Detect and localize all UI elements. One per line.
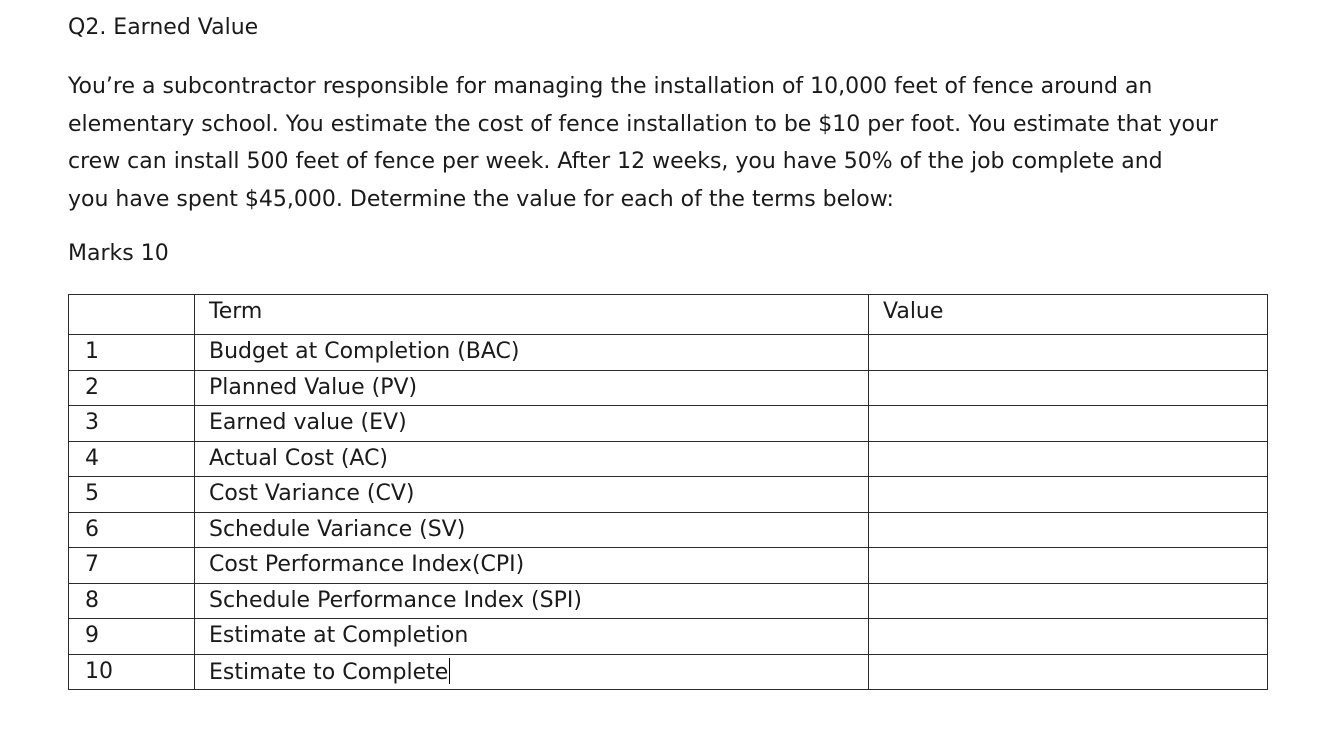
row-number-cell[interactable]: 2 — [69, 370, 195, 406]
table-row — [69, 619, 1268, 655]
row-term-cell[interactable]: Schedule Performance Index (SPI) — [195, 583, 869, 619]
row-number-cell[interactable]: 10 — [69, 654, 195, 690]
header-number-cell[interactable] — [69, 295, 195, 335]
row-term-cell[interactable]: Actual Cost (AC) — [195, 441, 869, 477]
table-row — [69, 583, 1268, 619]
table-row — [69, 335, 1268, 371]
header-value-cell[interactable]: Value — [869, 295, 1268, 335]
row-term-cell[interactable]: Cost Performance Index(CPI) — [195, 548, 869, 584]
paragraph-line: elementary school. You estimate the cost of fence installation to be $10 per foot. You estimate that your — [68, 111, 1218, 137]
paragraph-line: You’re a subcontractor responsible for managing the installation of 10,000 feet of fence around an — [68, 74, 1153, 99]
table-row — [69, 370, 1268, 406]
row-value-cell[interactable] — [869, 370, 1268, 406]
row-number-cell[interactable]: 9 — [69, 619, 195, 655]
table-row — [69, 512, 1268, 548]
row-term-cell[interactable]: Planned Value (PV) — [195, 370, 869, 406]
row-number-cell[interactable]: 5 — [69, 477, 195, 513]
row-number-cell[interactable]: 8 — [69, 583, 195, 619]
row-number-cell[interactable]: 3 — [69, 406, 195, 442]
row-value-cell[interactable] — [869, 654, 1268, 690]
row-value-cell[interactable] — [869, 619, 1268, 655]
terms-table — [68, 294, 1268, 690]
table-row — [69, 477, 1268, 513]
row-term-cell[interactable]: Cost Variance (CV) — [195, 477, 869, 513]
row-value-cell[interactable] — [869, 583, 1268, 619]
table-row — [69, 548, 1268, 584]
row-value-cell[interactable] — [869, 441, 1268, 477]
row-term-cell[interactable]: Earned value (EV) — [195, 406, 869, 442]
question-title: Q2. Earned Value — [68, 15, 259, 40]
paragraph-line: crew can install 500 feet of fence per week. After 12 weeks, you have 50% of the job complete and — [68, 149, 1163, 174]
row-value-cell[interactable] — [869, 548, 1268, 584]
row-term-text: Estimate to Complete — [209, 659, 449, 685]
question-paragraph — [68, 68, 1278, 218]
table-row — [69, 406, 1268, 442]
table-row — [69, 441, 1268, 477]
text-cursor — [449, 658, 450, 684]
row-number-cell[interactable]: 6 — [69, 512, 195, 548]
row-term-cell[interactable]: Estimate at Completion — [195, 619, 869, 655]
row-value-cell[interactable] — [869, 406, 1268, 442]
row-term-cell[interactable] — [195, 654, 869, 690]
table-row — [69, 654, 1268, 690]
marks-label: Marks 10 — [68, 241, 169, 266]
row-number-cell[interactable]: 7 — [69, 548, 195, 584]
paragraph-line: you have spent $45,000. Determine the value for each of the terms below: — [68, 186, 894, 212]
row-term-cell[interactable]: Schedule Variance (SV) — [195, 512, 869, 548]
row-value-cell[interactable] — [869, 477, 1268, 513]
row-number-cell[interactable]: 4 — [69, 441, 195, 477]
table-header-row — [69, 295, 1268, 335]
row-term-cell[interactable]: Budget at Completion (BAC) — [195, 335, 869, 371]
row-number-cell[interactable]: 1 — [69, 335, 195, 371]
header-term-cell[interactable]: Term — [195, 295, 869, 335]
row-value-cell[interactable] — [869, 512, 1268, 548]
row-value-cell[interactable] — [869, 335, 1268, 371]
